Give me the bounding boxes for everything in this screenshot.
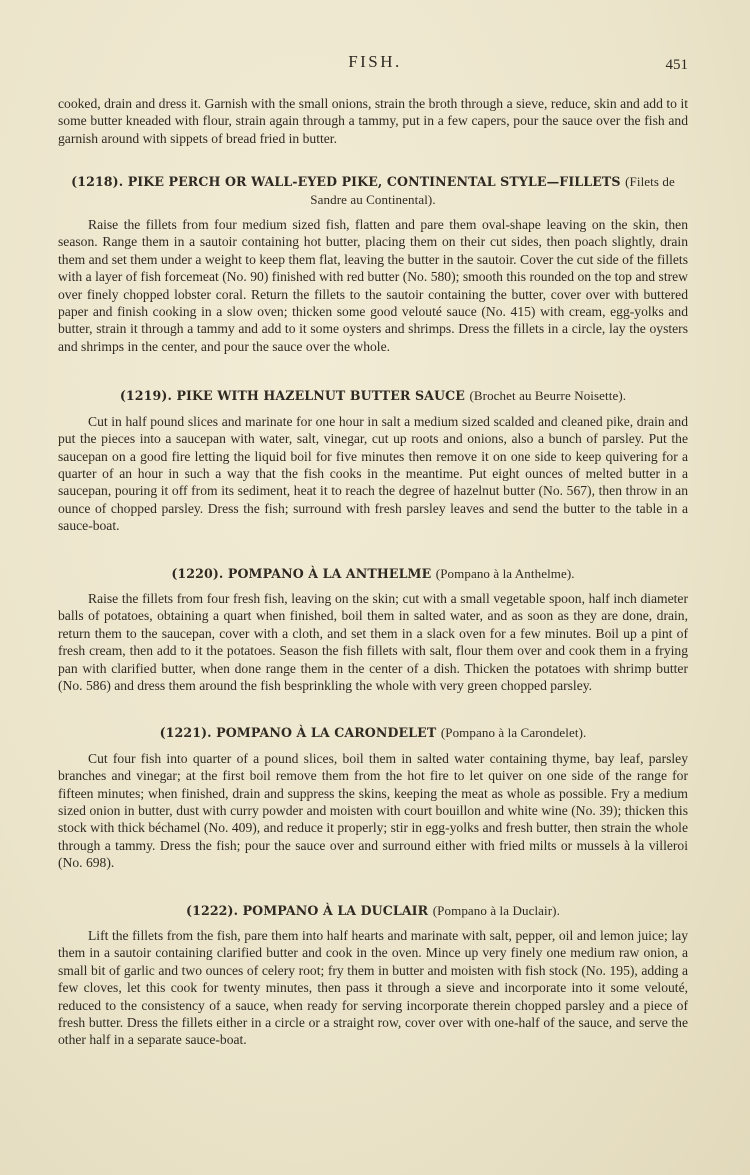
recipe-1218 <box>58 173 688 355</box>
recipe-heading <box>58 724 688 741</box>
continuation-paragraph: cooked, drain and dress it. Garnish with the small onions, strain the broth through a sieve, reduce, skin and add to it some butter kneaded with flour, strain again through a tammy, put in a few capers, pour the sauce over the fish and garnish around with sippets of bread fried in butter. <box>58 96 688 146</box>
recipe-heading <box>58 902 688 919</box>
running-head <box>0 52 750 76</box>
recipe-title: POMPANO À LA CARONDELET <box>216 725 437 741</box>
recipe-number: (1221). <box>159 725 212 741</box>
recipe-title: PIKE WITH HAZELNUT BUTTER SAUCE <box>176 388 465 404</box>
recipe-1222 <box>58 902 688 1049</box>
recipe-title: PIKE PERCH OR WALL-EYED PIKE, CONTINENTAL STYLE—FILLETS <box>127 174 621 190</box>
page-body <box>58 95 688 1049</box>
recipe-1220 <box>58 565 688 695</box>
recipe-number: (1220). <box>171 565 224 581</box>
recipe-heading <box>58 565 688 582</box>
recipe-native-title: (Brochet au Beurre Noisette). <box>469 388 627 404</box>
recipe-number: (1219). <box>119 388 172 404</box>
recipe-title: POMPANO À LA DUCLAIR <box>242 902 429 918</box>
recipe-number: (1222). <box>186 902 239 918</box>
recipe-1219 <box>58 387 688 534</box>
recipe-text: Lift the fillets from the fish, pare them into half hearts and marinate with salt, pepper, oil and lemon juice; lay them in a sautoir containing clarified butter and cook in the oven. Mince up very finely one medium raw onion, a small bit of garlic and two ounces of celery root; fry them in butter and moisten with fish stock (No. 195), adding a few cloves, let this cook for twenty minutes, then pass it through a sieve and incorporate into it some velouté, reduced to the consistency of a sauce, when ready for serving incorporate therein chopped parsley and a piece of fresh butter. Dress the fillets either in a circle or a straight row, cover over with one-half of the sauce, and serve the other half in a separate sauce-boat. <box>58 928 688 1048</box>
page-number: 451 <box>665 57 688 73</box>
recipe-1221 <box>58 724 688 871</box>
recipe-title: POMPANO À LA ANTHELME <box>227 565 432 581</box>
recipe-text: Raise the fillets from four fresh fish, leaving on the skin; cut with a small vegetable spoon, half inch diameter balls of potatoes, obtaining a quart when finished, boil them in salted water, and as soon as they are done, drain, return them to the saucepan, cover with a cloth, and set them in a slack oven for a few minutes. Boil up a pint of fresh cream, then add to it the potatoes. Season the fish fillets with salt, flour them over and cook them in a frying pan with clarified butter, when done range them in the center of a dish. Thicken the potatoes with shrimp butter (No. 586) and dress them around the fish besprinkling the whole with very green chopped parsley. <box>58 590 688 693</box>
recipe-number: (1218). <box>71 174 124 190</box>
recipe-native-title: (Filets de Sandre au Continental). <box>310 174 675 207</box>
recipe-heading <box>58 173 688 208</box>
recipe-text: Cut in half pound slices and marinate for one hour in salt a medium sized scalded and cleaned pike, drain and put the pieces into a saucepan with water, salt, vinegar, cut up roots and onions, also a bunch of parsley. Put the saucepan on a good fire letting the liquid boil for five minutes then remove it on one side to keep quivering for a quarter of an hour in such a way that the fish cooks in the meantime. Put eight ounces of melted butter in a saucepan, pouring it off from its sediment, heat it to reach the degree of hazelnut butter (No. 567), then throw in an ounce of chopped parsley. Dress the fish; surround with fresh parsley leaves and send the butter to the table in a sauce-boat. <box>58 413 688 534</box>
recipe-text: Raise the fillets from four medium sized fish, flatten and pare them oval-shape leaving on the skin, then season. Range them in a sautoir containing hot butter, placing them on their cut sides, then poach slightly, drain them and set them under a weight to keep them flat, leaving the butter in the sautoir. Cover the cut side of the fillets with a layer of fish forcemeat (No. 90) finished with red butter (No. 580); smooth this rounded on the top and strew over finely chopped lobster coral. Return the fillets to the sautoir containing the butter, cover over with buttered paper and finish cooking in a slow oven; thicken some good velouté sauce (No. 415) with cream, egg-yolks and butter, strain it through a tammy and add to it some oysters and shrimps. Dress the fillets in a circle, lay the oysters and shrimps in the center, and pour the sauce over the whole. <box>58 217 688 354</box>
recipe-native-title: (Pompano à la Carondelet). <box>440 725 587 741</box>
recipe-heading <box>58 387 688 404</box>
recipe-native-title: (Pompano à la Anthelme). <box>435 565 575 581</box>
running-title: FISH. <box>348 52 402 71</box>
recipe-text: Cut four fish into quarter of a pound slices, boil them in salted water containing thyme, bay leaf, parsley branches and vinegar; at the first boil remove them from the hot fire to let quiver on one side of the range for fifteen minutes; when finished, drain and suppress the skins, keeping the meat as whole as possible. Fry a medium sized onion in butter, dust with curry powder and moisten with court bouillon and white wine (No. 39); thicken this stock with thick béchamel (No. 409), and reduce it properly; stir in egg-yolks and fresh butter, then strain the whole through a tammy. Dress the fish; pour the sauce over and surround either with fried milts or mussels à la villeroi (No. 698). <box>58 750 688 871</box>
recipe-native-title: (Pompano à la Duclair). <box>432 902 560 918</box>
